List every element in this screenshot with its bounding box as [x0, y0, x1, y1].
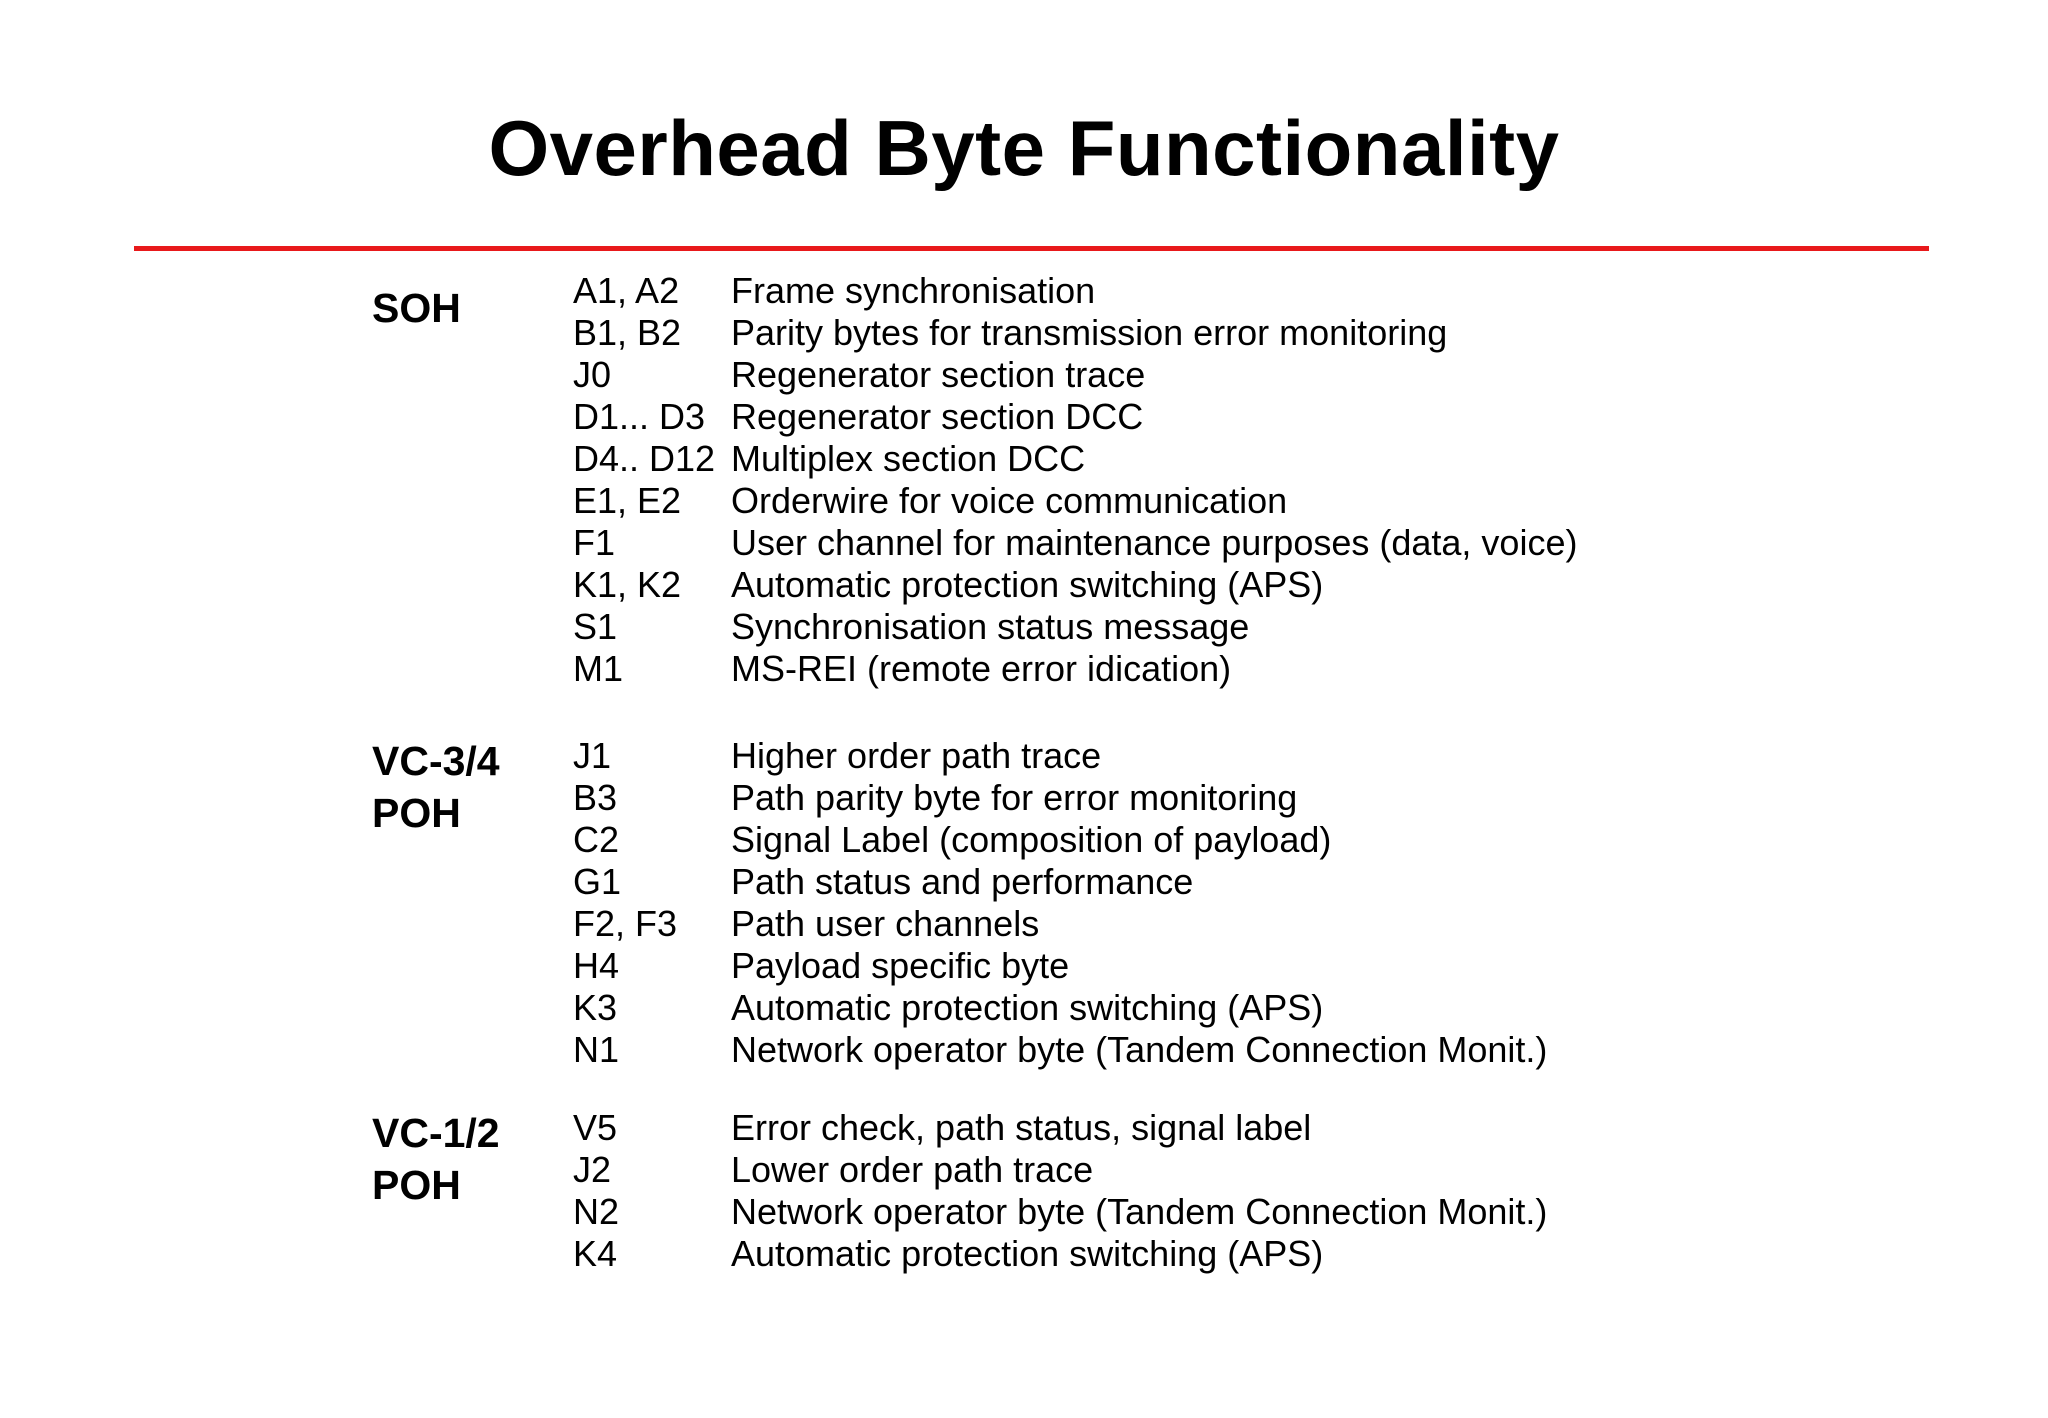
byte-description: Error check, path status, signal label [731, 1107, 1312, 1148]
byte-code: E1, E2 [573, 480, 682, 521]
byte-description: Frame synchronisation [731, 270, 1096, 311]
byte-code: N1 [573, 1029, 620, 1070]
byte-code: A1, A2 [573, 270, 680, 311]
byte-description: Lower order path trace [731, 1149, 1094, 1190]
byte-code: J2 [573, 1149, 612, 1190]
byte-description: Path status and performance [731, 861, 1194, 902]
byte-code: K1, K2 [573, 564, 682, 605]
byte-description: Automatic protection switching (APS) [731, 987, 1324, 1028]
byte-code: K4 [573, 1233, 618, 1274]
byte-code: B3 [573, 777, 618, 818]
byte-description: Signal Label (composition of payload) [731, 819, 1332, 860]
byte-code: G1 [573, 861, 622, 902]
byte-code: B1, B2 [573, 312, 682, 353]
byte-code: K3 [573, 987, 618, 1028]
byte-code: D4.. D12 [573, 438, 716, 479]
byte-description: Network operator byte (Tandem Connection Monit.) [731, 1029, 1548, 1070]
group-label: VC-3/4 POH [372, 738, 500, 836]
byte-code: F2, F3 [573, 903, 678, 944]
byte-description: Synchronisation status message [731, 606, 1250, 647]
title-divider [134, 246, 1929, 251]
group-label: VC-1/2 POH [372, 1110, 500, 1208]
group-label: SOH [372, 285, 461, 331]
byte-code: M1 [573, 648, 624, 689]
byte-description: Network operator byte (Tandem Connection Monit.) [731, 1191, 1548, 1232]
byte-code: F1 [573, 522, 616, 563]
byte-code: V5 [573, 1107, 618, 1148]
byte-description: User channel for maintenance purposes (data, voice) [731, 522, 1578, 563]
byte-description: Automatic protection switching (APS) [731, 564, 1324, 605]
byte-description: MS-REI (remote error idication) [731, 648, 1232, 689]
byte-description: Regenerator section trace [731, 354, 1146, 395]
byte-code: C2 [573, 819, 620, 860]
byte-description: Payload specific byte [731, 945, 1070, 986]
byte-description: Path user channels [731, 903, 1040, 944]
byte-description: Orderwire for voice communication [731, 480, 1288, 521]
byte-description: Path parity byte for error monitoring [731, 777, 1298, 818]
byte-description: Regenerator section DCC [731, 396, 1144, 437]
page-title: Overhead Byte Functionality [488, 104, 1560, 192]
byte-description: Parity bytes for transmission error monitoring [731, 312, 1448, 353]
byte-description: Higher order path trace [731, 735, 1102, 776]
byte-code: D1... D3 [573, 396, 706, 437]
byte-code: S1 [573, 606, 618, 647]
byte-description: Automatic protection switching (APS) [731, 1233, 1324, 1274]
byte-code: H4 [573, 945, 620, 986]
byte-description: Multiplex section DCC [731, 438, 1086, 479]
byte-code: J1 [573, 735, 612, 776]
byte-code: J0 [573, 354, 612, 395]
byte-code: N2 [573, 1191, 620, 1232]
